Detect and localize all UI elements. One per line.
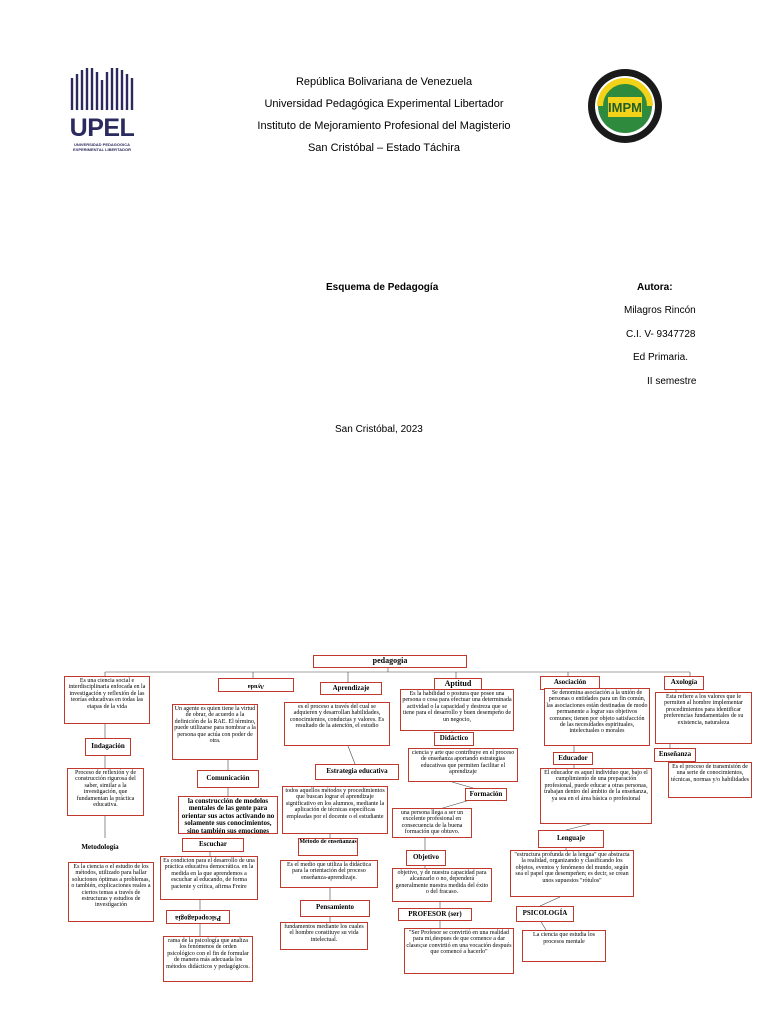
comunicacion-text: la construcción de modelos mentales de las gente para orientar sus actos activando no solamente sus conocimientos, sino también sus emociones [178,796,278,834]
psicologia-node: PSICOLOGÍA [516,906,574,922]
estrategia-text: todos aquellos métodos y procedimientos que buscan lograr el aprendizaje significativo en los alumnos, mediante la aplicación de técnicas específicas empleadas por el docente o el estudiante [282,786,388,834]
formacion-node: Formación [465,788,507,801]
asociacion-text: Se denomina asociación a la unión de personas o entidades para un fin común, las asociaciones están destinadas de modo permanente a lograr sus objetivos comunes; tienen por objeto satisfacción de las necesidades espirituales, intelectuales o morales [544,688,650,746]
escuchar-text: Es condicion para el desarrollo de una práctica educativa democrática. en la medida en la que aprendemos a escuchar al educando, de forma paciente y crítica, afirma Freire [160,856,258,900]
didactico-node: Didáctico [434,732,474,746]
pensamiento-text: fundamentos mediante los cuales el hombre constituye su vida intelectual. [280,922,368,950]
lenguaje-text: "estructura profunda de la lengua" que abstracta la realidad, organizando y clasificando los objetos, eventos y fenómeno del mundo, según sea el papel que desempeñen; es decir, se crean unos supuestos "rótulos" [510,850,634,897]
ensenanza-text: Es el proceso de transmisión de una serie de conocimientos, técnicas, normas y/o habilidades [668,762,752,798]
escuchar-node: Escuchar [182,838,244,852]
aprendizaje-text: es el proceso a través del cual se adquieren y desarrollan habilidades, conocimientos, conductas y valores. Es resultado de la atención, el estudio [284,702,390,746]
profesor-node: PROFESOR (ser) [398,908,472,921]
upel-subtitle: UNIVERSIDAD PEDAGOGICA EXPERIMENTAL LIBERTADOR [72,142,131,152]
author-name: Milagros Rincón [624,305,696,316]
semester: II semestre [647,376,697,387]
objetivo-node: Objetivo [406,850,446,866]
place-date: San Cristóbal, 2023 [335,424,423,435]
ayuda-node: Ayuda [218,678,294,692]
aprendizaje-node: Aprendizaje [320,682,382,695]
metodologia-text: Es la ciencia o el estudio de los métodos, utilizado para hallar soluciones óptimas a problemas, o también, explicaciones reales a ciertos temas a través de estructuras y estudios de investigación [68,862,154,922]
asociacion-node: Asociación [540,676,600,690]
pensamiento-node: Pensamiento [300,900,370,917]
ipmpm-wordmark: IMPM [608,100,642,115]
psicopedagogia-node: Psicopedagogía [166,910,230,924]
estrategia-node: Estrategia educativa [315,764,399,780]
objetivo-text: objetivo, y de nuestra capacidad para alcanzarlo o no, dependerá generalmente nuestra medida del éxito o del fracaso. [392,868,492,902]
agente-text: Un agente es quien tiene la virtud de obrar, de acuerdo a la definición de la RAE. El término, puede utilizarse para nombrar a la persona que actúa con poder de otra. [172,704,258,760]
metodo-text: Es el medio que utiliza la didáctica para la orientación del proceso enseñanza-aprendizaje. [280,860,378,888]
metodo-node: Método de enseñanzas [298,838,358,856]
document-title: Esquema de Pedagogía [326,282,439,293]
educador-text: El educador es aquel individuo que, bajo el cumplimiento de una preparación profesional, puede educar a otras personas, trabajan dentro del ámbito de la enseñanza, ya sea en el área básica o profesional [540,768,652,824]
author-label: Autora: [637,282,673,293]
metodologia-node: Metodología [81,843,119,851]
didactico-text: ciencia y arte que contribuye en el proceso de enseñanza aportando estrategias educativas que permiten facilitar el aprendizaje [408,748,518,782]
ensenanza-node: Enseñanza [654,748,696,762]
educador-node: Educador [553,752,593,765]
header-line-2: Universidad Pedagógica Experimental Libertador [264,98,504,110]
aptitud-node: Aptitud [434,678,482,691]
psicopedagogia-text: rama de la psicología que analiza los fenómenos de orden psicológico con el fin de formular de manera más adecuada los métodos didácticos y pedagógicos. [163,936,253,982]
lenguaje-node: Lenguaje [538,830,604,848]
col1-definition: Es una ciencia social e interdisciplinaria enfocada en la investigación y reflexión de las teorías educativas en todas las etapas de la vida [64,676,150,724]
axologia-node: Axología [664,676,704,690]
psicologia-text: La ciencia que estudia los procesos mentale [522,930,606,962]
axologia-text: Esta refiere a los valores que le permiten al hombre implementar procedimientos para identificar preferencias fundamentales de su existencia, naturaleza [655,692,752,744]
formacion-text: una persona llega a ser un excelente profesional en consecuencia de la buena formación que obtuvo. [392,808,472,838]
aptitud-text: Es la habilidad o postura que posee una persona o cosa para efectuar una determinada actividad o la capacidad y destreza que se tiene para el desarrollo y buen desempeño de un negocio, [400,689,514,731]
header-line-3: Instituto de Mejoramiento Profesional del Magisterio [257,120,511,132]
header-line-1: República Bolivariana de Venezuela [295,76,473,88]
author-id: C.I. V- 9347728 [626,329,696,340]
header-line-4: San Cristóbal – Estado Táchira [307,142,461,154]
comunicacion-node: Comunicación [197,770,259,788]
profesor-text: "Ser Profesor se convirtió en una realidad para mi,despues de que comence a dar clases;se convirtió en una vocación después que comencé a hacerlo" [404,928,514,974]
map-root: pedagogia [313,655,467,668]
program: Ed Primaria. [633,352,689,363]
indagacion-text: Proceso de reflexión y de construcción rigurosa del saber, similar a la investigación, que fundamentan la práctica educativa. [67,768,144,816]
upel-wordmark: UPEL [69,114,135,142]
indagacion-node: Indagación [85,738,131,756]
